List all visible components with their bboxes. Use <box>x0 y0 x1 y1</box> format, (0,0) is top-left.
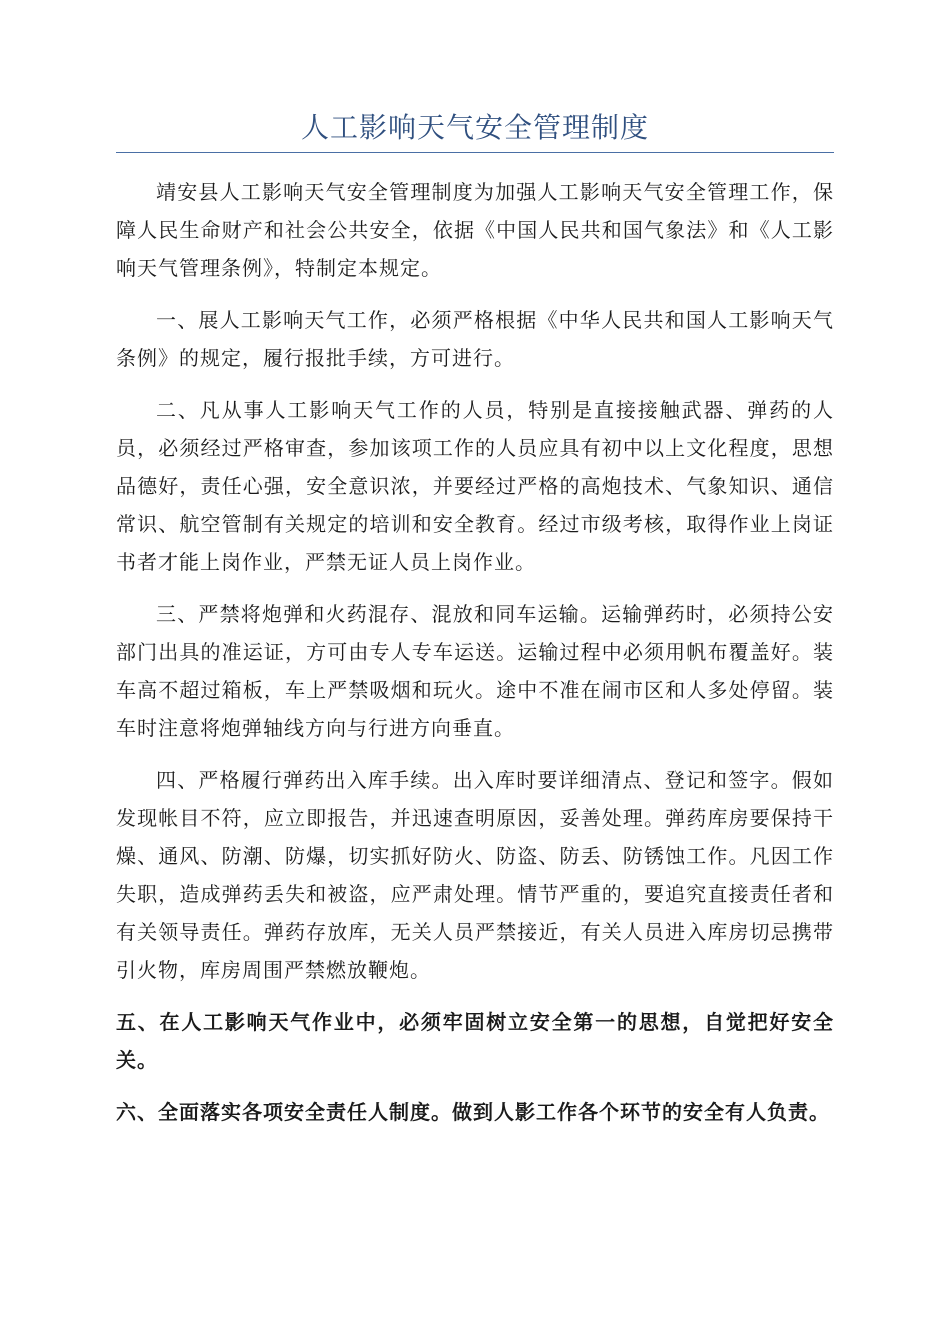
document-title: 人工影响天气安全管理制度 <box>116 108 834 153</box>
clause-1-paragraph: 一、展人工影响天气工作，必须严格根据《中华人民共和国人工影响天气条例》的规定，履行报批手续，方可进行。 <box>116 308 834 370</box>
clause-2-paragraph: 二、凡从事人工影响天气工作的人员，特别是直接接触武器、弹药的人员，必须经过严格审查，参加该项工作的人员应具有初中以上文化程度，思想品德好，责任心强，安全意识浓，并要经过严格的高炮技术、气象知识、通信常识、航空管制有关规定的培训和安全教育。经过市级考核，取得作业上岗证书者才能上岗作业，严禁无证人员上岗作业。 <box>116 398 834 574</box>
clause-5-paragraph: 五、在人工影响天气作业中，必须牢固树立安全第一的思想，自觉把好安全关。 <box>116 1010 834 1072</box>
document-body <box>116 173 834 1131</box>
document-page <box>116 108 834 1145</box>
clause-3-paragraph: 三、严禁将炮弹和火药混存、混放和同车运输。运输弹药时，必须持公安部门出具的准运证，方可由专人专车运送。运输过程中必须用帆布覆盖好。装车高不超过箱板，车上严禁吸烟和玩火。途中不准在闹市区和人多处停留。装车时注意将炮弹轴线方向与行进方向垂直。 <box>116 602 834 740</box>
intro-paragraph: 靖安县人工影响天气安全管理制度为加强人工影响天气安全管理工作，保障人民生命财产和社会公共安全，依据《中国人民共和国气象法》和《人工影响天气管理条例》，特制定本规定。 <box>116 180 834 280</box>
clause-4-paragraph: 四、严格履行弹药出入库手续。出入库时要详细清点、登记和签字。假如发现帐目不符，应立即报告，并迅速查明原因，妥善处理。弹药库房要保持干燥、通风、防潮、防爆，切实抓好防火、防盗、防丢、防锈蚀工作。凡因工作失职，造成弹药丢失和被盗，应严肃处理。情节严重的，要追究直接责任者和有关领导责任。弹药存放库，无关人员严禁接近，有关人员进入库房切忌携带引火物，库房周围严禁燃放鞭炮。 <box>116 768 834 982</box>
clause-6-paragraph: 六、全面落实各项安全责任人制度。做到人影工作各个环节的安全有人负责。 <box>116 1100 830 1124</box>
